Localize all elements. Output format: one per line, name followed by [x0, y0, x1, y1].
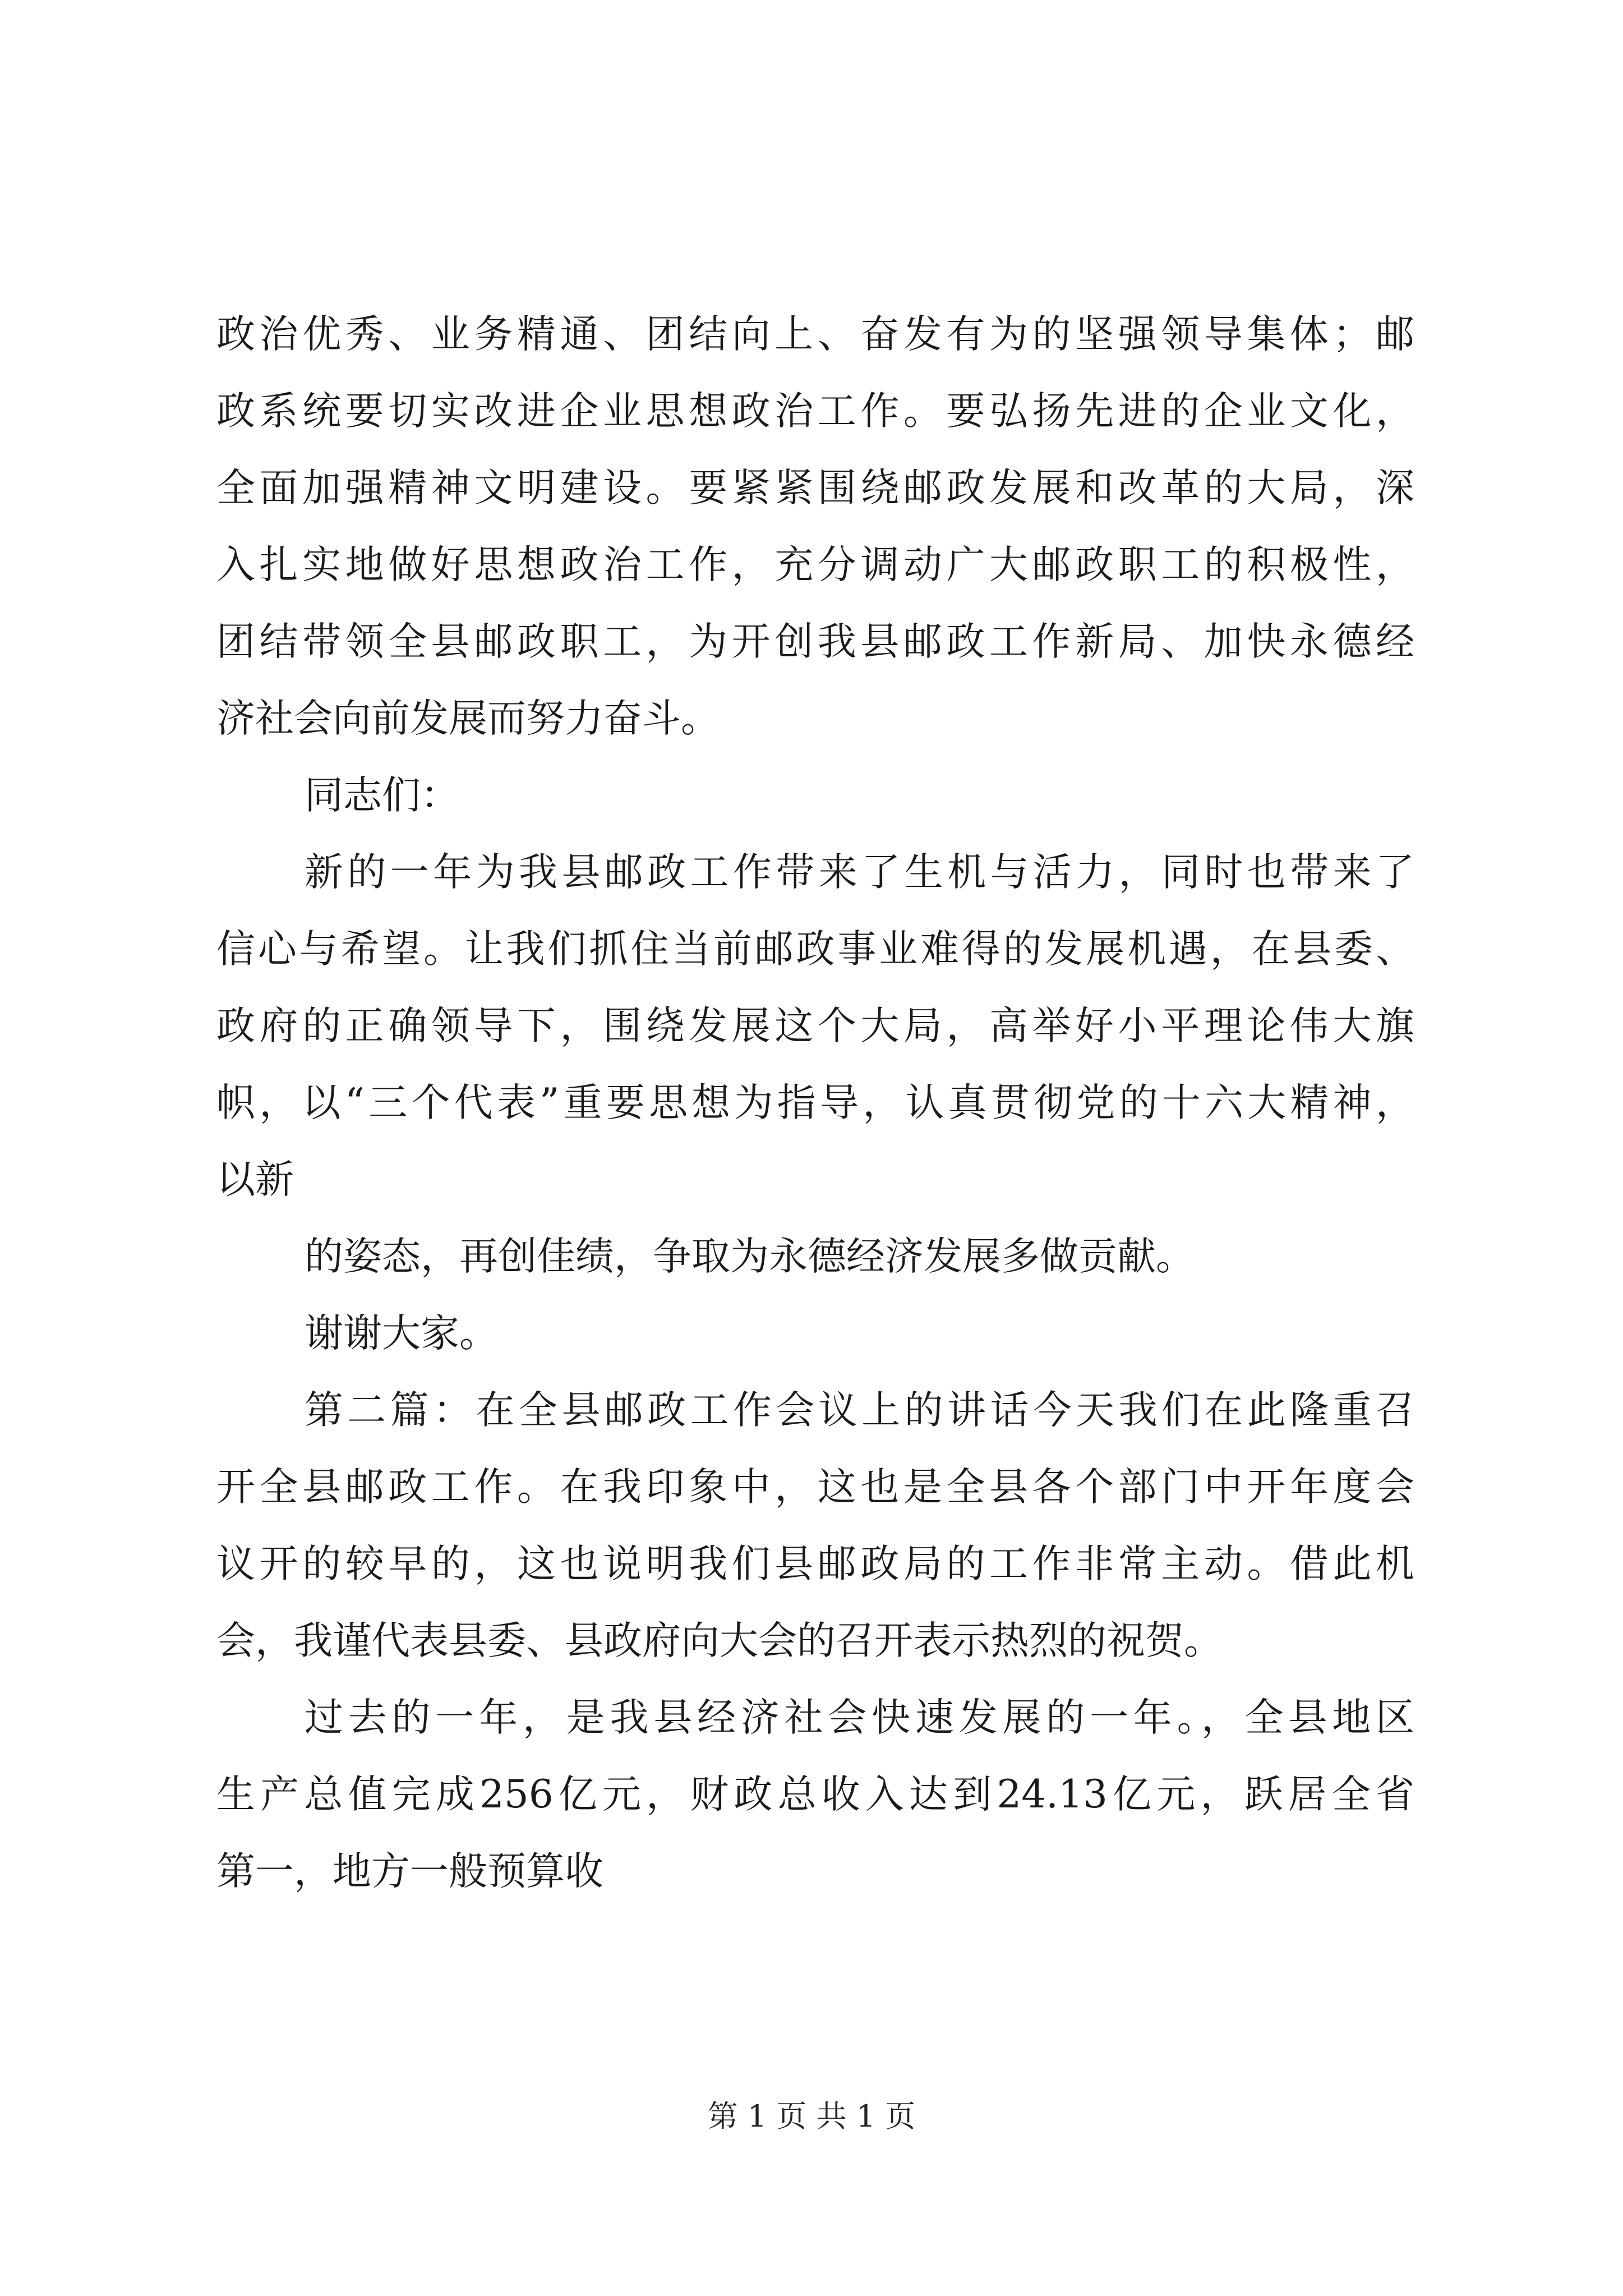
text-line: 政系统要切实改进企业思想政治工作。要弘扬先进的企业文化， [216, 389, 1414, 434]
text-line: 全面加强精神文明建设。要紧紧围绕邮政发展和改革的大局，深 [216, 466, 1414, 510]
text-line: 政府的正确领导下，围绕发展这个大局，高举好小平理论伟大旗 [216, 1004, 1414, 1048]
text-line: 信心与希望。让我们抓住当前邮政事业难得的发展机遇，在县委、 [216, 927, 1414, 972]
text-line: 政治优秀、业务精通、团结向上、奋发有为的坚强领导集体；邮 [216, 312, 1414, 357]
text-line: 第一，地方一般预算收 [216, 1849, 603, 1894]
closing-line: 谢谢大家。 [305, 1311, 498, 1356]
text-line: 议开的较早的，这也说明我们县邮政局的工作非常主动。借此机 [216, 1542, 1414, 1586]
text-line: 以新 [216, 1157, 294, 1202]
text-line: 济社会向前发展而努力奋斗。 [216, 696, 720, 741]
text-line: 团结带领全县邮政职工，为开创我县邮政工作新局、加快永德经 [216, 619, 1414, 664]
text-line: 帜，以“三个代表”重要思想为指导，认真贯彻党的十六大精神， [216, 1080, 1414, 1125]
text-line: 入扎实地做好思想政治工作，充分调动广大邮政职工的积极性， [216, 542, 1414, 587]
section-heading-line: 第二篇：在全县邮政工作会议上的讲话今天我们在此隆重召 [305, 1388, 1414, 1433]
text-line: 会，我谨代表县委、县政府向大会的召开表示热烈的祝贺。 [216, 1618, 1223, 1663]
salutation: 同志们： [305, 773, 459, 818]
text-line: 新的一年为我县邮政工作带来了生机与活力，同时也带来了 [305, 850, 1414, 895]
page-footer: 第 1 页 共 1 页 [707, 2099, 916, 2134]
text-line: 的姿态，再创佳绩，争取为永德经济发展多做贡献。 [305, 1234, 1195, 1279]
text-line: 开全县邮政工作。在我印象中，这也是全县各个部门中开年度会 [216, 1465, 1414, 1510]
text-line: 过去的一年，是我县经济社会快速发展的一年。，全县地区 [305, 1695, 1414, 1740]
text-line: 生产总值完成256亿元，财政总收入达到24.13亿元，跃居全省 [216, 1772, 1414, 1817]
